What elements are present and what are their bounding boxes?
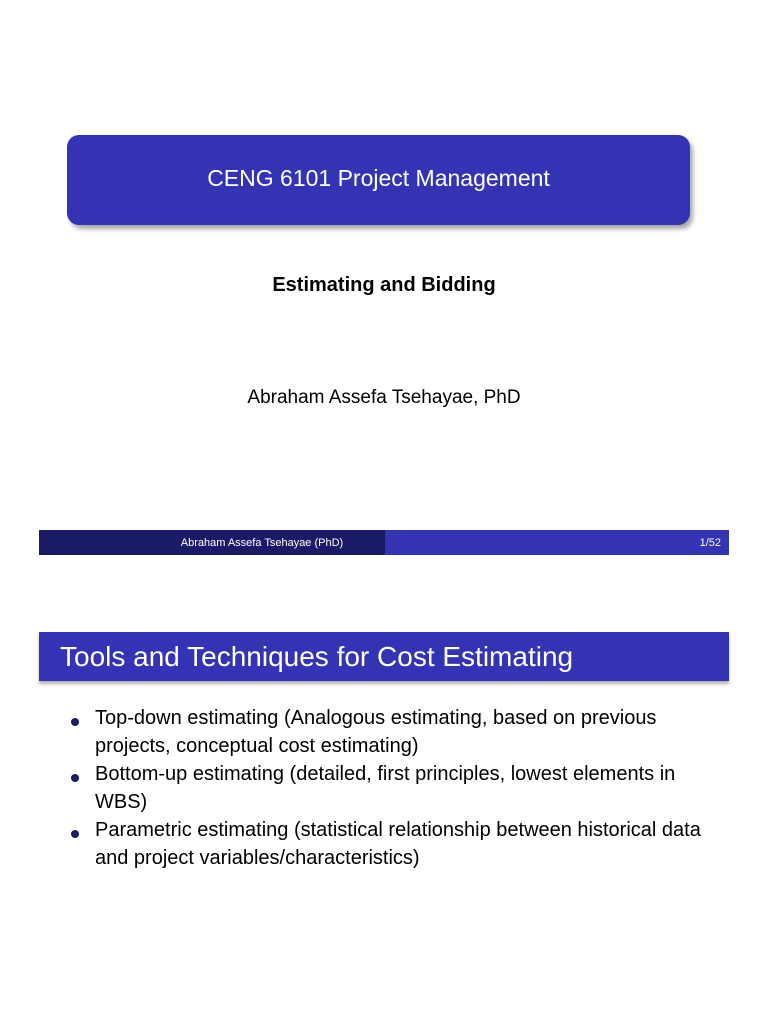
frame-title-bar [39, 632, 729, 681]
list-item [67, 816, 717, 872]
presentation-title: CENG 6101 Project Management [207, 164, 550, 191]
title-box [67, 135, 690, 225]
list-item [67, 704, 717, 760]
page-number: 1/52 [699, 536, 721, 549]
bullet-text: Top-down estimating (Analogous estimating, based on previous projects, conceptual cost estimating) [95, 707, 657, 757]
bullet-icon [71, 718, 79, 726]
bullet-text: Bottom-up estimating (detailed, first principles, lowest elements in WBS) [95, 763, 676, 813]
slide-footer [39, 530, 729, 555]
list-item [67, 760, 717, 816]
bullet-list [67, 704, 717, 872]
frame-title: Tools and Techniques for Cost Estimating [60, 640, 574, 672]
bullet-text: Parametric estimating (statistical relationship between historical data and project variables/characteristics) [95, 819, 701, 869]
bullet-icon [71, 774, 79, 782]
bullet-icon [71, 830, 79, 838]
footer-author-section [39, 530, 385, 555]
author-name: Abraham Assefa Tsehayae, PhD [247, 387, 521, 408]
presentation-subtitle: Estimating and Bidding [272, 274, 496, 296]
footer-author: Abraham Assefa Tsehayae (PhD) [180, 536, 344, 549]
footer-page-section [385, 530, 729, 555]
